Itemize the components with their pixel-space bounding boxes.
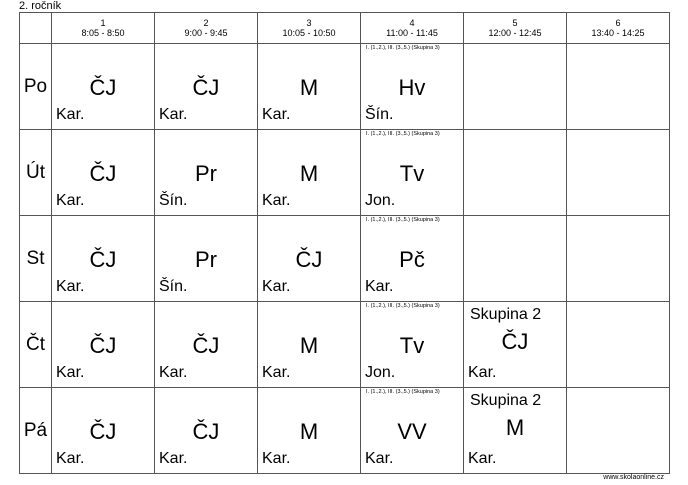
period-number: 5: [512, 18, 518, 28]
period-number: 4: [409, 18, 415, 28]
empty-cell: [464, 130, 567, 216]
lesson-cell[interactable]: [52, 216, 155, 302]
teacher: Kar.: [56, 106, 85, 123]
period-time: 9:00 - 9:45: [184, 28, 228, 38]
teacher: Kar.: [56, 278, 85, 295]
subject: ČJ: [192, 419, 220, 444]
empty-cell: [464, 216, 567, 302]
subject: M: [299, 333, 319, 358]
empty-cell: [567, 216, 670, 302]
lesson-cell[interactable]: [155, 130, 258, 216]
teacher: Jon.: [365, 192, 396, 209]
group-note: I. (1.,2.), III. (3.,5.) (Skupina 3): [366, 45, 440, 51]
teacher: Kar.: [262, 278, 291, 295]
period-header: [155, 13, 258, 44]
teacher: Kar.: [262, 364, 291, 381]
corner-cell: [20, 13, 52, 44]
teacher: Šín.: [365, 106, 394, 123]
lesson-cell[interactable]: [52, 130, 155, 216]
teacher: Kar.: [159, 364, 188, 381]
empty-cell: [464, 44, 567, 130]
period-header: [567, 13, 670, 44]
day-label: St: [20, 216, 52, 302]
teacher: Šín.: [159, 278, 188, 295]
lesson-cell[interactable]: [155, 44, 258, 130]
subject: VV: [397, 419, 427, 444]
class-title: 2. ročník: [19, 0, 62, 12]
teacher: Kar.: [262, 192, 291, 209]
lesson-cell[interactable]: [258, 44, 361, 130]
period-header-row: [20, 13, 670, 44]
subject: ČJ: [89, 419, 117, 444]
lesson-cell[interactable]: [361, 388, 464, 474]
period-time: 13:40 - 14:25: [591, 28, 645, 38]
group-note: I. (1.,2.), III. (3.,5.) (Skupina 3): [366, 131, 440, 137]
period-time: 11:00 - 11:45: [386, 28, 438, 38]
teacher: Kar.: [468, 364, 497, 381]
group-label: Skupina 2: [470, 392, 542, 409]
subject: ČJ: [192, 75, 220, 100]
period-number: 6: [615, 18, 621, 28]
empty-cell: [567, 44, 670, 130]
subject: ČJ: [192, 333, 220, 358]
lesson-cell[interactable]: [52, 388, 155, 474]
subject: ČJ: [89, 161, 117, 186]
subject: M: [299, 419, 319, 444]
subject: ČJ: [89, 75, 117, 100]
period-header: [464, 13, 567, 44]
day-row-pa: [20, 388, 670, 474]
lesson-cell[interactable]: [258, 388, 361, 474]
timetable: [19, 12, 670, 474]
subject: M: [299, 75, 319, 100]
period-time: 12:00 - 12:45: [488, 28, 542, 38]
subject: Pr: [195, 161, 217, 186]
group-label: Skupina 2: [470, 306, 542, 323]
lesson-cell[interactable]: [155, 302, 258, 388]
empty-cell: [567, 130, 670, 216]
period-time: 10:05 - 10:50: [282, 28, 336, 38]
lesson-cell[interactable]: [361, 130, 464, 216]
teacher: Kar.: [262, 450, 291, 467]
subject: Pr: [195, 247, 217, 272]
subject: M: [299, 161, 319, 186]
day-row-ut: [20, 130, 670, 216]
teacher: Kar.: [365, 450, 394, 467]
day-label: Čt: [20, 302, 52, 388]
lesson-cell[interactable]: [258, 302, 361, 388]
period-number: 2: [203, 18, 209, 28]
teacher: Kar.: [159, 106, 188, 123]
lesson-cell[interactable]: [361, 44, 464, 130]
subject: ČJ: [89, 333, 117, 358]
subject: ČJ: [89, 247, 117, 272]
day-label: Út: [20, 130, 52, 216]
day-label: Po: [20, 44, 52, 130]
period-header: [52, 13, 155, 44]
day-row-ct: [20, 302, 670, 388]
period-number: 1: [100, 18, 106, 28]
teacher: Šín.: [159, 192, 188, 209]
teacher: Kar.: [365, 278, 394, 295]
group-note: I. (1.,2.), III. (3.,5.) (Skupina 3): [366, 389, 440, 395]
teacher: Kar.: [56, 450, 85, 467]
lesson-cell[interactable]: [464, 388, 567, 474]
lesson-cell[interactable]: [52, 44, 155, 130]
subject: Hv: [398, 75, 426, 100]
lesson-cell[interactable]: [258, 216, 361, 302]
empty-cell: [567, 302, 670, 388]
day-row-po: [20, 44, 670, 130]
subject: Pč: [399, 247, 425, 272]
lesson-cell[interactable]: [155, 216, 258, 302]
period-time: 8:05 - 8:50: [81, 28, 125, 38]
teacher: Jon.: [365, 364, 396, 381]
group-note: I. (1.,2.), III. (3.,5.) (Skupina 3): [366, 217, 440, 223]
lesson-cell[interactable]: [361, 216, 464, 302]
teacher: Kar.: [56, 364, 85, 381]
period-header: [361, 13, 464, 44]
lesson-cell[interactable]: [464, 302, 567, 388]
day-row-st: [20, 216, 670, 302]
group-note: I. (1.,2.), III. (3.,5.) (Skupina 3): [366, 303, 440, 309]
lesson-cell[interactable]: [52, 302, 155, 388]
teacher: Kar.: [56, 192, 85, 209]
teacher: Kar.: [159, 450, 188, 467]
lesson-cell[interactable]: [361, 302, 464, 388]
lesson-cell[interactable]: [155, 388, 258, 474]
subject: ČJ: [501, 329, 529, 354]
lesson-cell[interactable]: [258, 130, 361, 216]
teacher: Kar.: [468, 450, 497, 467]
subject: Tv: [399, 161, 425, 186]
subject: ČJ: [295, 247, 323, 272]
period-header: [258, 13, 361, 44]
subject: M: [505, 415, 525, 440]
footer-website: www.skolaonline.cz: [603, 474, 664, 481]
period-number: 3: [306, 18, 312, 28]
day-label: Pá: [20, 388, 52, 474]
subject: Tv: [399, 333, 425, 358]
empty-cell: [567, 388, 670, 474]
teacher: Kar.: [262, 106, 291, 123]
